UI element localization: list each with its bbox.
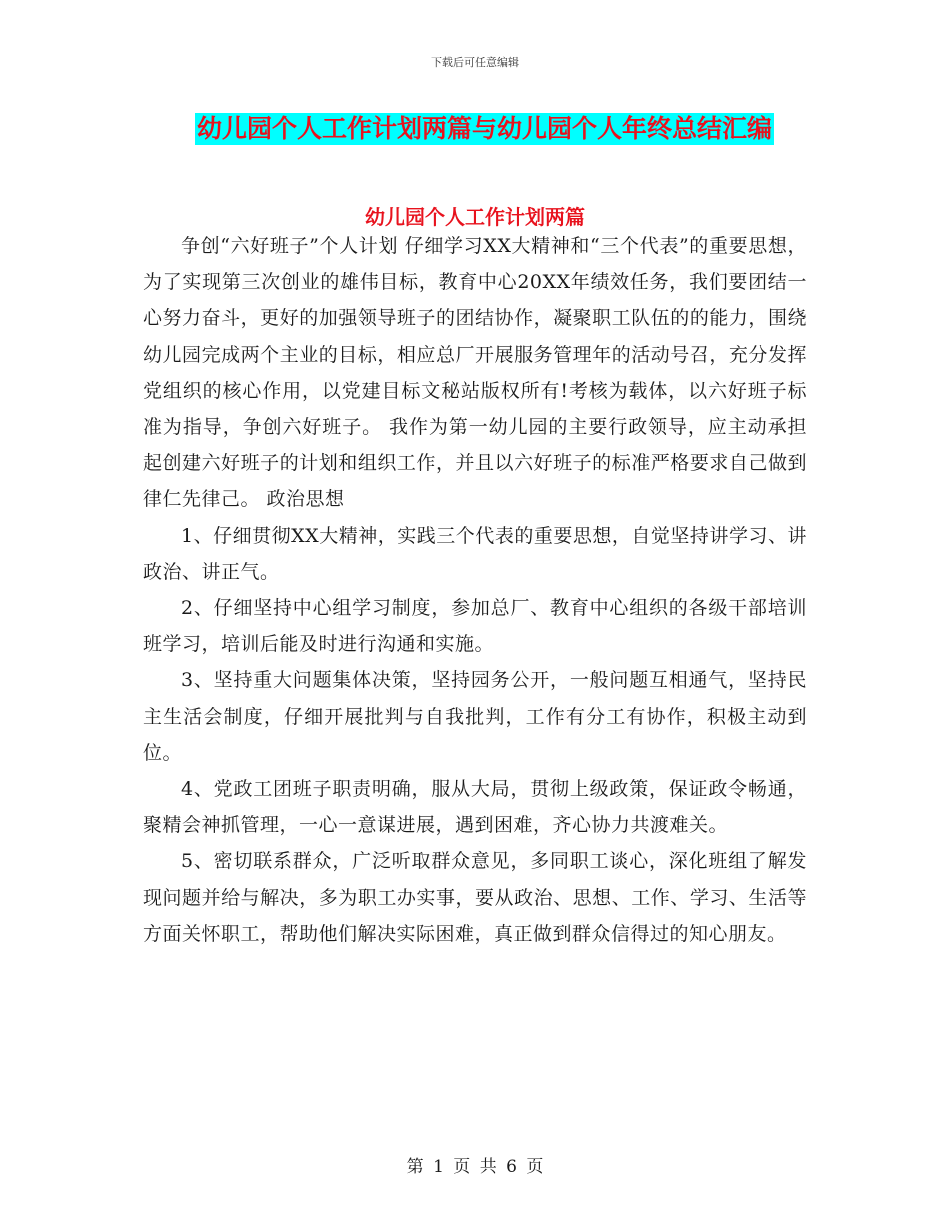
paragraph-item-3: 3、坚持重大问题集体决策，坚持园务公开，一般问题互相通气，坚持民主生活会制度，仔细开展批判与自我批判，工作有分工有协作，积极主动到位。	[143, 669, 807, 764]
paragraph-item-1: 1、仔细贯彻XX大精神，实践三个代表的重要思想，自觉坚持讲学习、讲政治、讲正气。	[143, 524, 807, 583]
page-footer: 第 1 页 共 6 页	[406, 1157, 544, 1177]
paragraph-intro: 争创“六好班子”个人计划 仔细学习XX大精神和“三个代表”的重要思想，为了实现第三次创业的雄伟目标，教育中心20XX年绩效任务，我们要团结一心努力奋斗，更好的加强领导班子的团结协作，凝聚职工队伍的的能力，围绕幼儿园完成两个主业的目标，相应总厂开展服务管理年的活动号召，充分发挥党组织的核心作用，以党建目标文秘站版权所有!考核为载体，以六好班子标准为指导，争创六好班子。 我作为第一幼儿园的主要行政领导，应主动承担起创建六好班子的计划和组织工作，并且以六好班子的标准严格要求自己做到律仁先律己。 政治思想	[143, 235, 807, 511]
paragraph-item-4: 4、党政工团班子职责明确，服从大局，贯彻上级政策，保证政令畅通，聚精会神抓管理，一心一意谋进展，遇到困难，齐心协力共渡难关。	[143, 778, 807, 837]
paragraph-item-2: 2、仔细坚持中心组学习制度，参加总厂、教育中心组织的各级干部培训班学习，培训后能及时进行沟通和实施。	[143, 597, 807, 656]
section-title: 幼儿园个人工作计划两篇	[365, 205, 585, 229]
document-body	[143, 228, 807, 952]
document-title: 幼儿园个人工作计划两篇与幼儿园个人年终总结汇编	[197, 114, 773, 143]
paragraph-item-5: 5、密切联系群众，广泛听取群众意见，多同职工谈心，深化班组了解发现问题并给与解决，多为职工办实事，要从政治、思想、工作、学习、生活等方面关怀职工，帮助他们解决实际困难，真正做到群众信得过的知心朋友。	[143, 850, 807, 945]
header-note: 下载后可任意编辑	[431, 56, 519, 69]
